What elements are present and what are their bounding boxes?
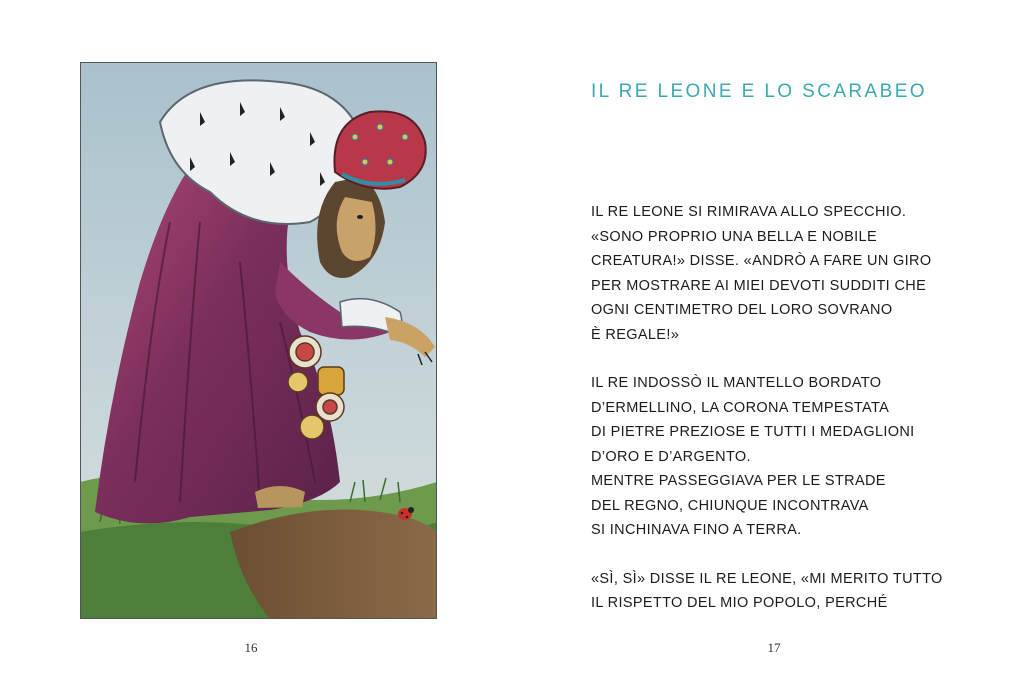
lion-king-drawing bbox=[80, 62, 437, 619]
text-line: IL RE LEONE SI RIMIRAVA ALLO SPECCHIO. bbox=[591, 204, 907, 220]
paragraph-gap bbox=[591, 543, 1011, 567]
story-title: IL RE LEONE E LO SCARABEO bbox=[591, 81, 927, 102]
text-line: IL RE INDOSSÒ IL MANTELLO BORDATO bbox=[591, 375, 882, 391]
text-line: IL RISPETTO DEL MIO POPOLO, PERCHÉ bbox=[591, 595, 888, 611]
lion-king-illustration bbox=[80, 62, 437, 619]
page-number-left: 16 bbox=[244, 640, 258, 655]
text-line: MENTRE PASSEGGIAVA PER LE STRADE bbox=[591, 473, 886, 489]
text-line: DI PIETRE PREZIOSE E TUTTI I MEDAGLIONI bbox=[591, 424, 915, 440]
paragraph bbox=[591, 567, 1011, 616]
paragraph bbox=[591, 371, 1011, 543]
right-page bbox=[512, 0, 1024, 689]
page-number-right: 17 bbox=[767, 640, 781, 655]
text-line: È REGALE!» bbox=[591, 326, 680, 343]
text-line: «SONO PROPRIO UNA BELLA E NOBILE bbox=[591, 228, 877, 245]
story-text bbox=[591, 200, 1011, 616]
text-line: DEL REGNO, CHIUNQUE INCONTRAVA bbox=[591, 497, 869, 514]
text-line: D’ORO E D’ARGENTO. bbox=[591, 448, 751, 465]
text-line: OGNI CENTIMETRO DEL LORO SOVRANO bbox=[591, 302, 893, 318]
paragraph-gap bbox=[591, 347, 1011, 371]
text-line: SI INCHINAVA FINO A TERRA. bbox=[591, 522, 802, 538]
text-line: PER MOSTRARE AI MIEI DEVOTI SUDDITI CHE bbox=[591, 277, 927, 294]
paragraph bbox=[591, 200, 1011, 347]
text-line: CREATURA!» DISSE. «ANDRÒ A FARE UN GIRO bbox=[591, 253, 932, 269]
text-line: «SÌ, SÌ» DISSE IL RE LEONE, «MI MERITO TUTTO bbox=[591, 570, 943, 587]
text-line: D’ERMELLINO, LA CORONA TEMPESTATA bbox=[591, 399, 890, 416]
